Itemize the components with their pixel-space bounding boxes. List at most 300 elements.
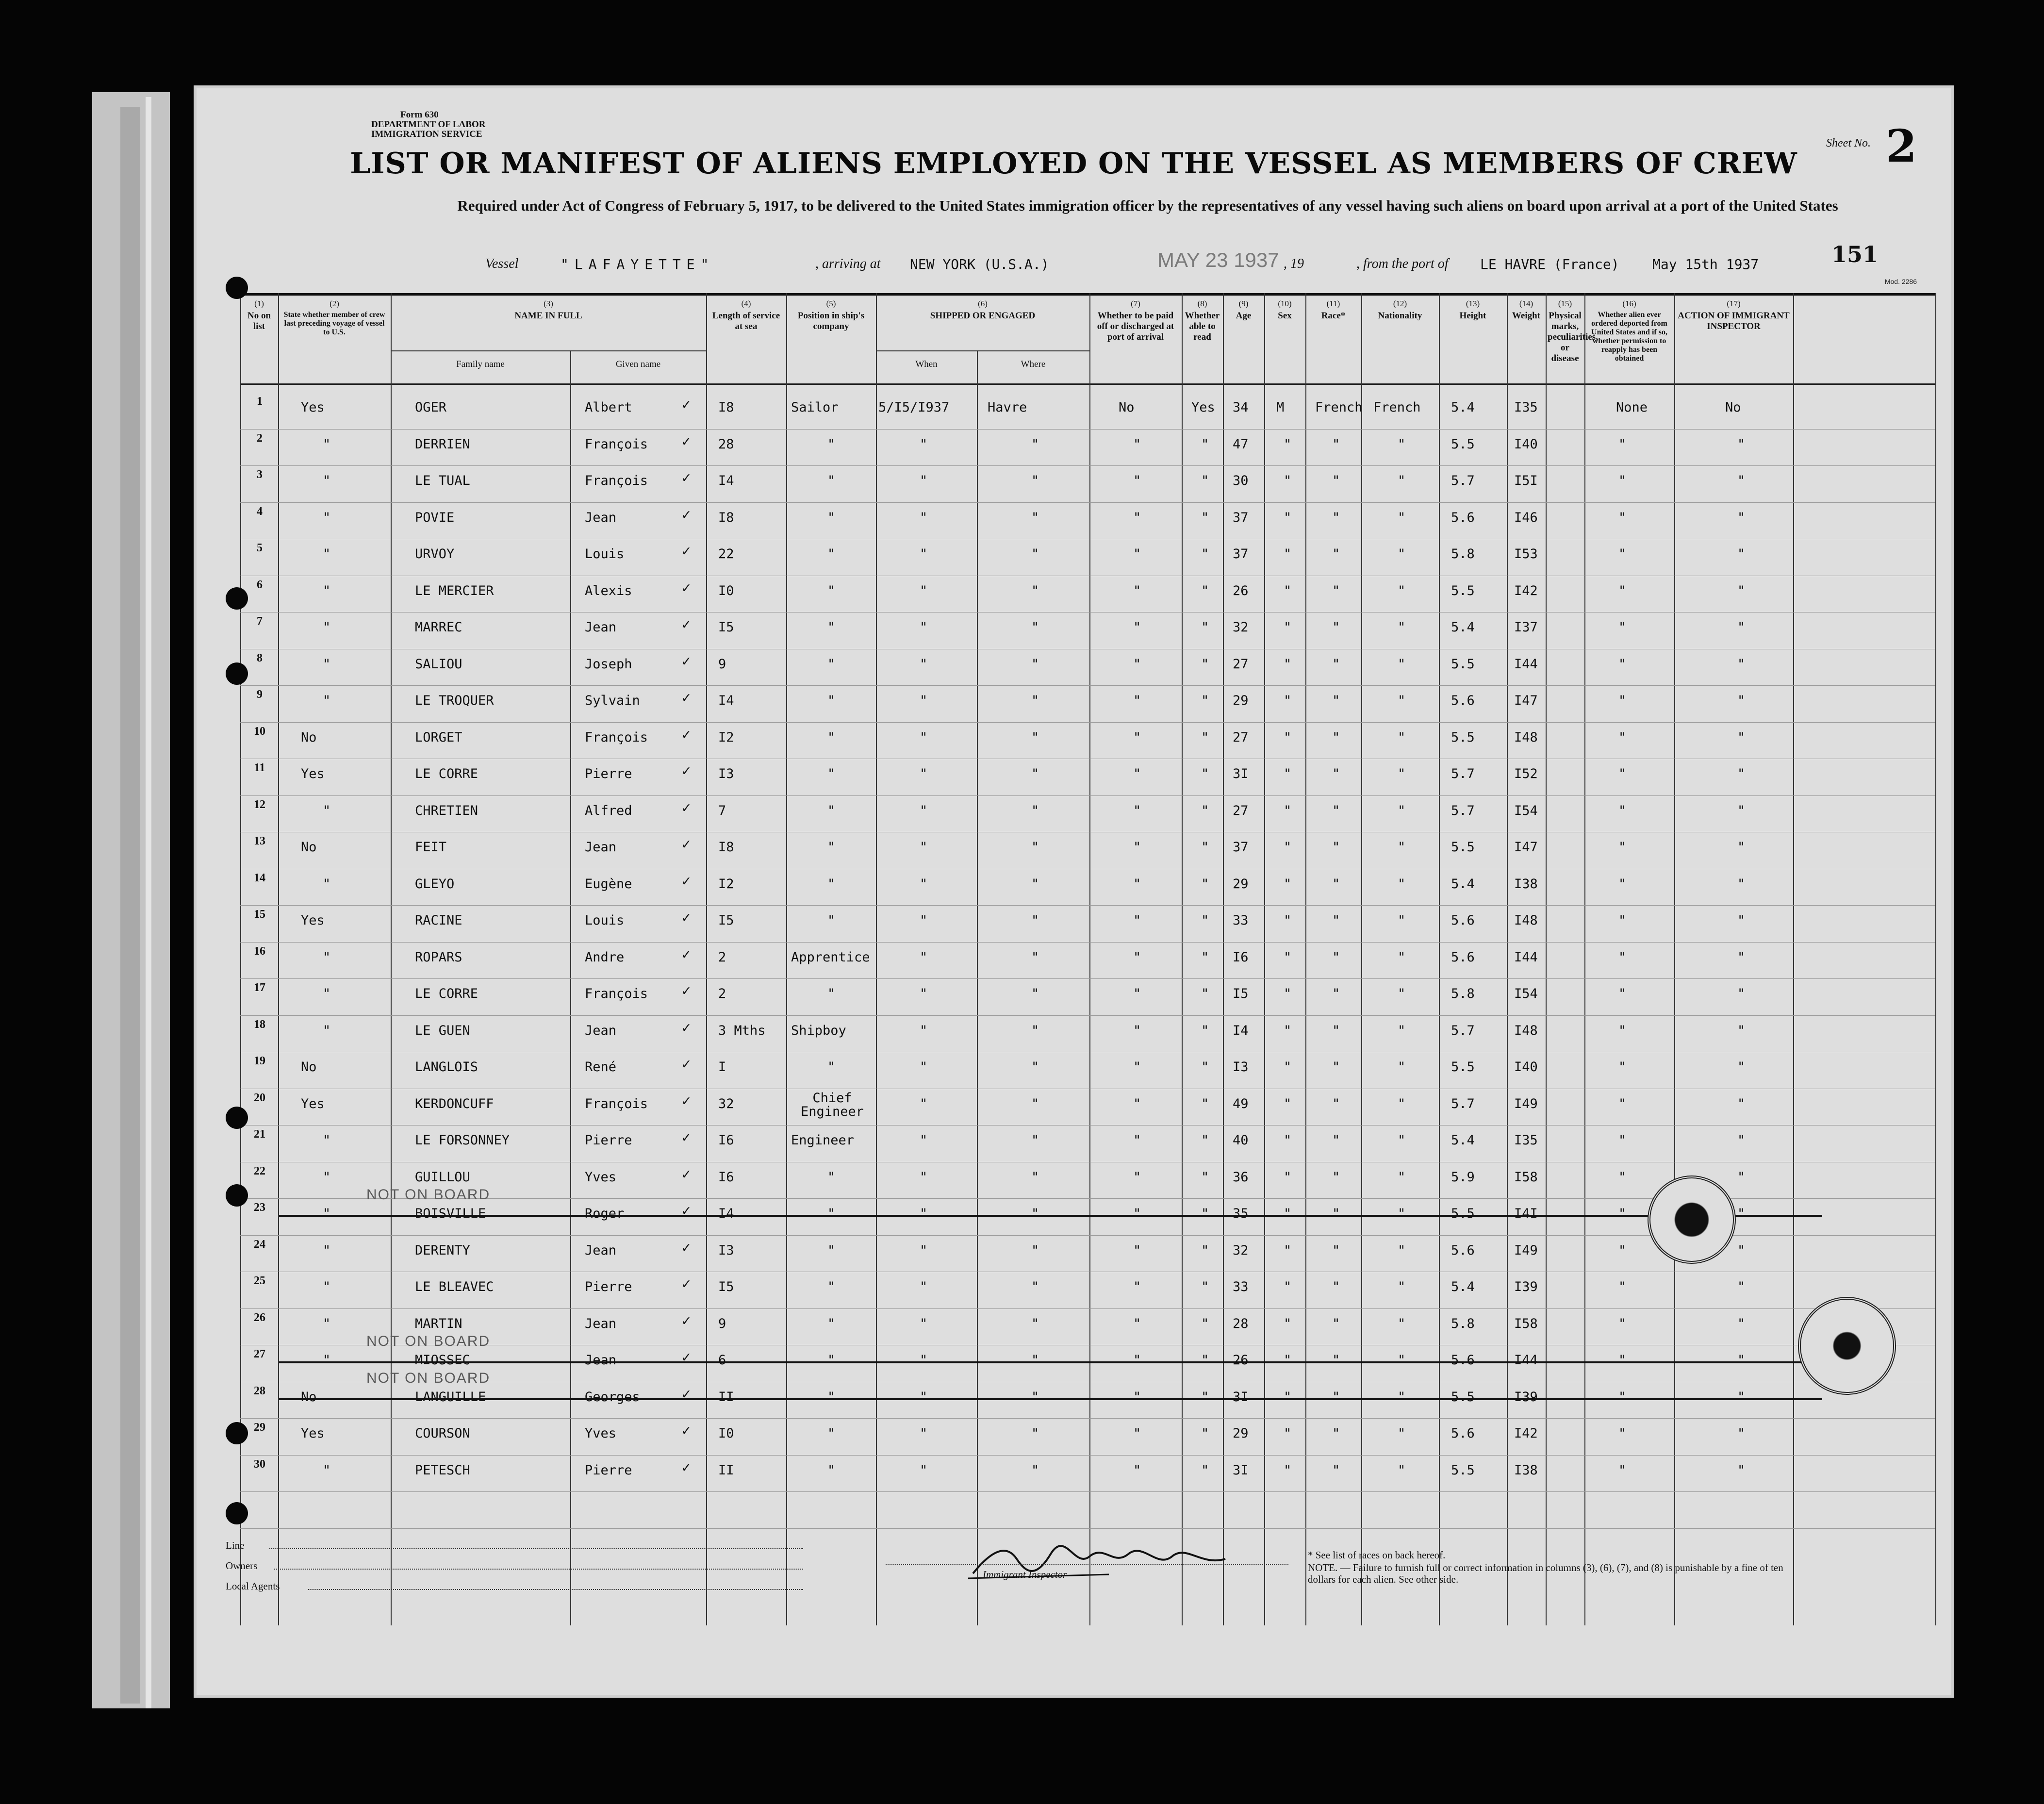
agents-field — [308, 1589, 803, 1590]
cell-no: 25 — [254, 1274, 265, 1287]
cell-prev: " — [323, 1206, 331, 1221]
cell-when: " — [920, 913, 928, 928]
cell-age: 28 — [1233, 1316, 1249, 1331]
check-mark: ✓ — [682, 945, 691, 963]
cell-read: " — [1201, 436, 1209, 452]
check-mark: ✓ — [682, 1129, 691, 1146]
cell-no: 1 — [257, 395, 263, 408]
cell-paid: " — [1133, 1353, 1141, 1368]
cell-family: MIOSSEC — [415, 1353, 470, 1368]
check-mark: ✓ — [682, 543, 691, 560]
cell-read: " — [1201, 1169, 1209, 1185]
cell-prev: " — [323, 620, 331, 635]
cell-paid: " — [1133, 1389, 1141, 1405]
cell-paid: " — [1133, 913, 1141, 928]
cell-race: " — [1332, 729, 1340, 745]
table-header-rule — [240, 383, 1935, 385]
cell-prev: Yes — [301, 1096, 325, 1111]
cell-family: GLEYO — [415, 876, 455, 892]
consulate-stamp — [1648, 1175, 1736, 1264]
cell-deported: " — [1737, 803, 1746, 818]
cell-where: " — [1031, 1316, 1039, 1331]
cell-race: " — [1332, 436, 1340, 452]
cell-prev: " — [323, 473, 331, 488]
not-on-board-stamp: NOT ON BOARD — [366, 1370, 491, 1386]
column-rule — [1793, 293, 1794, 1625]
cell-given: Jean — [585, 1242, 617, 1258]
strike-through-line — [279, 1398, 1822, 1400]
cell-where: " — [1031, 656, 1039, 672]
column-rule — [1507, 293, 1508, 1625]
vessel-label: Vessel — [485, 256, 519, 271]
check-mark: ✓ — [682, 689, 691, 706]
not-on-board-stamp: NOT ON BOARD — [366, 1333, 491, 1349]
cell-given: Roger — [585, 1206, 625, 1221]
column-number: (11) — [1326, 299, 1340, 308]
cell-no: 22 — [254, 1164, 265, 1177]
cell-service: I4 — [718, 1206, 734, 1221]
column-number: (15) — [1558, 299, 1572, 308]
cell-age: 37 — [1233, 546, 1249, 562]
cell-given: Yves — [585, 1426, 617, 1441]
cell-given: René — [585, 1059, 617, 1075]
column-rule — [786, 293, 787, 1625]
cell-race: " — [1332, 1206, 1340, 1221]
cell-deported: " — [1737, 1353, 1746, 1368]
cell-prev: " — [323, 803, 331, 818]
column-header: ACTION OF IMMIGRANT INSPECTOR — [1678, 311, 1790, 331]
cell-age: 33 — [1233, 913, 1249, 928]
cell-nat: " — [1398, 473, 1406, 488]
cell-weight: I47 — [1514, 840, 1538, 855]
cell-when: " — [920, 1316, 928, 1331]
check-mark: ✓ — [682, 616, 691, 633]
cell-given: François — [585, 473, 648, 488]
cell-position: " — [827, 1462, 836, 1478]
cell-family: POVIE — [415, 510, 455, 525]
cell-height: 5.8 — [1451, 1316, 1475, 1331]
cell-family: FEIT — [415, 840, 447, 855]
cell-given: Alexis — [585, 583, 632, 598]
cell-height: 5.6 — [1451, 510, 1475, 525]
cell-marks: " — [1618, 620, 1627, 635]
cell-weight: I58 — [1514, 1316, 1538, 1331]
cell-given: Pierre — [585, 766, 632, 781]
cell-deported: " — [1737, 1462, 1746, 1478]
cell-given: Sylvain — [585, 693, 640, 708]
cell-no: 9 — [257, 688, 263, 701]
cell-height: 5.8 — [1451, 986, 1475, 1001]
column-rule — [706, 293, 707, 1625]
cell-race: " — [1332, 913, 1340, 928]
cell-nat: " — [1398, 876, 1406, 892]
cell-prev: No — [301, 1389, 317, 1405]
cell-height: 5.6 — [1451, 1353, 1475, 1368]
consulate-stamp-2 — [1798, 1297, 1896, 1395]
cell-height: 5.4 — [1451, 876, 1475, 892]
cell-position: " — [827, 1169, 836, 1185]
cell-service: I6 — [718, 1169, 734, 1185]
cell-service: I5 — [718, 1279, 734, 1294]
strike-through-line — [279, 1215, 1822, 1217]
cell-sex: " — [1284, 766, 1292, 781]
check-mark: ✓ — [682, 652, 691, 670]
column-rule — [1305, 293, 1306, 1625]
cell-when: 5/I5/I937 — [878, 400, 950, 415]
column-rule — [1584, 293, 1585, 1625]
cell-position: " — [827, 546, 836, 562]
cell-marks: " — [1618, 656, 1627, 672]
cell-weight: I48 — [1514, 1023, 1538, 1038]
cell-nat: " — [1398, 546, 1406, 562]
check-mark: ✓ — [682, 799, 691, 816]
cell-prev: No — [301, 1059, 317, 1075]
punch-hole — [226, 662, 248, 685]
cell-nat: " — [1398, 436, 1406, 452]
cell-race: " — [1332, 766, 1340, 781]
column-header: Length of service at sea — [712, 311, 780, 331]
cell-deported: " — [1737, 986, 1746, 1001]
cell-nat: " — [1398, 656, 1406, 672]
column-rule — [391, 293, 392, 1625]
cell-marks: " — [1618, 510, 1627, 525]
cell-race: " — [1332, 803, 1340, 818]
cell-no: 15 — [254, 908, 265, 921]
line-field — [269, 1548, 803, 1549]
cell-service: 2 — [718, 986, 726, 1001]
row-rule — [240, 1455, 1935, 1456]
cell-sex: " — [1284, 840, 1292, 855]
column-header: Height — [1459, 311, 1486, 321]
cell-where: " — [1031, 1133, 1039, 1148]
cell-given: Louis — [585, 913, 625, 928]
cell-deported: " — [1737, 1389, 1746, 1405]
column-header: Physical marks, peculiarities, or disease — [1548, 311, 1598, 364]
cell-service: I8 — [718, 510, 734, 525]
cell-service: I8 — [718, 400, 734, 415]
cell-paid: " — [1133, 583, 1141, 598]
cell-paid: " — [1133, 876, 1141, 892]
cell-service: I8 — [718, 840, 734, 855]
cell-where: " — [1031, 1242, 1039, 1258]
cell-paid: " — [1133, 436, 1141, 452]
cell-family: MARREC — [415, 620, 462, 635]
cell-marks: " — [1618, 1169, 1627, 1185]
subcolumn-rule — [570, 350, 571, 1625]
cell-race: " — [1332, 1462, 1340, 1478]
sheet-number: 2 — [1885, 120, 1917, 172]
cell-family: BOISVILLE — [415, 1206, 486, 1221]
check-mark: ✓ — [682, 726, 691, 743]
cell-read: " — [1201, 656, 1209, 672]
cell-race: " — [1332, 1353, 1340, 1368]
cell-given: Andre — [585, 949, 625, 965]
cell-when: " — [920, 1096, 928, 1111]
cell-where: " — [1031, 1353, 1039, 1368]
cell-family: GUILLOU — [415, 1169, 470, 1185]
cell-prev: No — [301, 729, 317, 745]
column-header: NAME IN FULL — [514, 311, 582, 321]
cell-when: " — [920, 656, 928, 672]
row-rule — [240, 429, 1935, 430]
cell-paid: " — [1133, 766, 1141, 781]
cell-service: I2 — [718, 729, 734, 745]
cell-when: " — [920, 729, 928, 745]
cell-when: " — [920, 949, 928, 965]
cell-paid: " — [1133, 1316, 1141, 1331]
manifest-subtitle: Required under Act of Congress of February 5, 1917, to be delivered to the United States immigration officer by the representatives of any vessel having such aliens on board upon arrival at a port of the United States — [457, 197, 1838, 214]
column-header: Whether to be paid off or discharged at port of arrival — [1097, 311, 1174, 342]
cell-paid: " — [1133, 1462, 1141, 1478]
not-on-board-stamp: NOT ON BOARD — [366, 1187, 491, 1203]
cell-read: " — [1201, 1096, 1209, 1111]
cell-no: 30 — [254, 1457, 265, 1471]
cell-sex: " — [1284, 986, 1292, 1001]
column-rule — [278, 293, 279, 1625]
cell-service: 22 — [718, 546, 734, 562]
cell-race: " — [1332, 473, 1340, 488]
cell-deported: " — [1737, 1059, 1746, 1075]
cell-family: OGER — [415, 400, 447, 415]
cell-no: 14 — [254, 871, 265, 884]
cell-nat: " — [1398, 1096, 1406, 1111]
cell-height: 5.4 — [1451, 1133, 1475, 1148]
cell-position: " — [827, 693, 836, 708]
cell-race: " — [1332, 840, 1340, 855]
cell-marks: " — [1618, 803, 1627, 818]
cell-read: " — [1201, 766, 1209, 781]
row-rule — [240, 722, 1935, 723]
punch-hole — [226, 587, 248, 610]
row-rule — [240, 1308, 1935, 1309]
cell-when: " — [920, 1389, 928, 1405]
column-rule — [1439, 293, 1440, 1625]
cell-paid: " — [1133, 729, 1141, 745]
check-mark: ✓ — [682, 506, 691, 523]
column-number: (1) — [254, 299, 264, 308]
cell-marks: " — [1618, 1133, 1627, 1148]
cell-prev: " — [323, 1462, 331, 1478]
cell-family: LE BLEAVEC — [415, 1279, 494, 1294]
cell-weight: I42 — [1514, 583, 1538, 598]
cell-no: 16 — [254, 944, 265, 958]
cell-paid: " — [1133, 473, 1141, 488]
owners-label: Owners — [226, 1560, 258, 1572]
cell-position: " — [827, 986, 836, 1001]
cell-paid: " — [1133, 986, 1141, 1001]
check-mark: ✓ — [682, 579, 691, 596]
cell-deported: " — [1737, 876, 1746, 892]
cell-when: " — [920, 693, 928, 708]
cell-prev: Yes — [301, 400, 325, 415]
cell-position: " — [827, 620, 836, 635]
cell-no: 29 — [254, 1421, 265, 1434]
cell-nat: " — [1398, 840, 1406, 855]
cell-height: 5.6 — [1451, 949, 1475, 965]
cell-read: " — [1201, 1242, 1209, 1258]
cell-nat: " — [1398, 1133, 1406, 1148]
cell-age: 3I — [1233, 1389, 1249, 1405]
cell-no: 19 — [254, 1055, 265, 1067]
cell-read: " — [1201, 913, 1209, 928]
cell-prev: " — [323, 1279, 331, 1294]
cell-given: Jean — [585, 1023, 617, 1038]
cell-given: Yves — [585, 1169, 617, 1185]
cell-sex: " — [1284, 876, 1292, 892]
cell-position: " — [827, 1426, 836, 1441]
cell-family: LE TROQUER — [415, 693, 494, 708]
cell-deported: " — [1737, 913, 1746, 928]
cell-given: Pierre — [585, 1279, 632, 1294]
cell-marks: " — [1618, 1389, 1627, 1405]
cell-weight: I39 — [1514, 1279, 1538, 1294]
cell-read: " — [1201, 693, 1209, 708]
cell-given: Jean — [585, 1316, 617, 1331]
cell-given: Jean — [585, 1353, 617, 1368]
cell-height: 5.6 — [1451, 693, 1475, 708]
column-header: Weight — [1512, 311, 1541, 321]
cell-age: 32 — [1233, 1242, 1249, 1258]
cell-deported: " — [1737, 1279, 1746, 1294]
cell-family: LE TUAL — [415, 473, 470, 488]
cell-where: " — [1031, 1059, 1039, 1075]
cell-paid: " — [1133, 1242, 1141, 1258]
column-header: Sex — [1278, 311, 1292, 321]
cell-nat: " — [1398, 583, 1406, 598]
cell-paid: " — [1133, 1096, 1141, 1111]
cell-age: I3 — [1233, 1059, 1249, 1075]
cell-marks: " — [1618, 840, 1627, 855]
cell-weight: I38 — [1514, 1462, 1538, 1478]
cell-height: 5.7 — [1451, 766, 1475, 781]
cell-read: " — [1201, 473, 1209, 488]
check-mark: ✓ — [682, 1202, 691, 1219]
cell-service: I3 — [718, 766, 734, 781]
race-note: * See list of races on back hereof. — [1308, 1549, 1446, 1561]
cell-position: Engineer — [791, 1133, 855, 1148]
cell-height: 5.6 — [1451, 913, 1475, 928]
cell-age: 49 — [1233, 1096, 1249, 1111]
cell-height: 5.5 — [1451, 1462, 1475, 1478]
cell-deported: " — [1737, 1096, 1746, 1111]
cell-given: Jean — [585, 510, 617, 525]
cell-read: " — [1201, 1059, 1209, 1075]
cell-service: I5 — [718, 620, 734, 635]
cell-where: " — [1031, 986, 1039, 1001]
cell-prev: " — [323, 693, 331, 708]
cell-position: " — [827, 473, 836, 488]
cell-deported: " — [1737, 1426, 1746, 1441]
cell-marks: " — [1618, 1242, 1627, 1258]
cell-weight: I44 — [1514, 1353, 1538, 1368]
cell-where: " — [1031, 1462, 1039, 1478]
cell-position: " — [827, 876, 836, 892]
cell-race: " — [1332, 1023, 1340, 1038]
check-mark: ✓ — [682, 1422, 691, 1439]
cell-family: LE MERCIER — [415, 583, 494, 598]
cell-family: DERRIEN — [415, 436, 470, 452]
column-number: (9) — [1238, 299, 1249, 308]
cell-age: 33 — [1233, 1279, 1249, 1294]
cell-prev: " — [323, 1353, 331, 1368]
cell-deported: " — [1737, 693, 1746, 708]
cell-nat: " — [1398, 1206, 1406, 1221]
cell-weight: I48 — [1514, 729, 1538, 745]
cell-sex: " — [1284, 1462, 1292, 1478]
cell-age: 34 — [1233, 400, 1249, 415]
cell-sex: " — [1284, 913, 1292, 928]
cell-race: " — [1332, 510, 1340, 525]
cell-no: 24 — [254, 1238, 265, 1251]
check-mark: ✓ — [682, 1385, 691, 1403]
cell-height: 5.4 — [1451, 620, 1475, 635]
cell-read: Yes — [1191, 400, 1215, 415]
cell-family: ROPARS — [415, 949, 462, 965]
cell-nat: " — [1398, 913, 1406, 928]
subcolumn-rule — [977, 350, 978, 1625]
cell-sex: " — [1284, 583, 1292, 598]
cell-prev: " — [323, 1169, 331, 1185]
cell-when: " — [920, 473, 928, 488]
cell-when: " — [920, 876, 928, 892]
inspector-sign-line — [886, 1564, 1288, 1565]
cell-deported: " — [1737, 583, 1746, 598]
cell-service: I6 — [718, 1133, 734, 1148]
column-number: (17) — [1727, 299, 1741, 308]
cell-service: II — [718, 1462, 734, 1478]
cell-no: 5 — [257, 542, 263, 554]
column-number: (6) — [978, 299, 988, 308]
cell-where: " — [1031, 766, 1039, 781]
cell-given: François — [585, 729, 648, 745]
check-mark: ✓ — [682, 469, 691, 486]
cell-nat: " — [1398, 1023, 1406, 1038]
column-header: Nationality — [1378, 311, 1422, 321]
column-subheader: Where — [1021, 359, 1046, 369]
cell-marks: " — [1618, 546, 1627, 562]
cell-when: " — [920, 546, 928, 562]
cell-read: " — [1201, 876, 1209, 892]
cell-where: " — [1031, 729, 1039, 745]
punch-hole — [226, 1184, 248, 1207]
column-rule — [1223, 293, 1224, 1625]
cell-no: 4 — [257, 505, 263, 518]
cell-prev: " — [323, 986, 331, 1001]
cell-family: SALIOU — [415, 656, 462, 672]
cell-family: MARTIN — [415, 1316, 462, 1331]
cell-position: " — [827, 1059, 836, 1075]
column-header: Race* — [1321, 311, 1346, 321]
cell-paid: " — [1133, 510, 1141, 525]
cell-paid: " — [1133, 1169, 1141, 1185]
cell-marks: " — [1618, 729, 1627, 745]
cell-given: Louis — [585, 546, 625, 562]
from-port-label: , from the port of — [1356, 256, 1449, 271]
vessel-line — [197, 248, 1951, 278]
cell-age: 29 — [1233, 1426, 1249, 1441]
strike-through-line — [279, 1361, 1822, 1363]
cell-weight: I5I — [1514, 473, 1538, 488]
check-mark: ✓ — [682, 1165, 691, 1183]
cell-position: " — [827, 583, 836, 598]
cell-height: 5.6 — [1451, 1242, 1475, 1258]
column-subheader: Family name — [456, 359, 505, 369]
cell-marks: " — [1618, 1316, 1627, 1331]
cell-marks: " — [1618, 1462, 1627, 1478]
cell-weight: I42 — [1514, 1426, 1538, 1441]
vessel-name: "LAFAYETTE" — [560, 256, 715, 272]
cell-read: " — [1201, 620, 1209, 635]
